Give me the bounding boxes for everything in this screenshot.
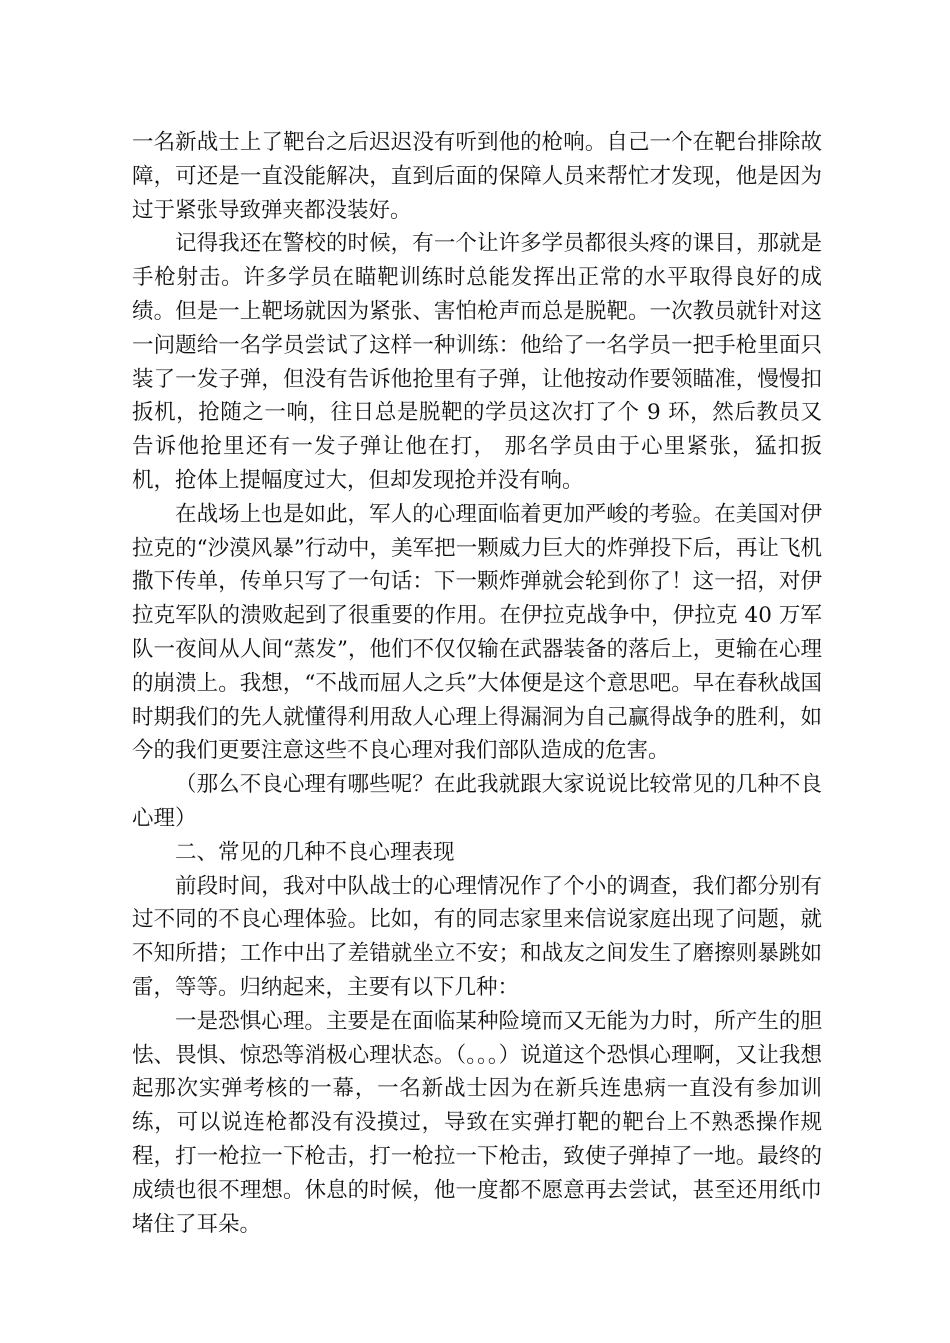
section-heading: 二、常见的几种不良心理表现 (175, 839, 455, 865)
paragraph-4: （那么不良心理有哪些呢？在此我就跟大家说说比较常见的几种不良心理） (132, 772, 822, 831)
paragraph-5: 前段时间，我对中队战士的心理情况作了个小的调查，我们都分别有过不同的不良心理体验。比如，有的同志家里来信说家庭出现了问题，就不知所措；工作中出了差错就坐立不安；和战友之间发生了磨擦则暴跳如雷，等等。归纳起来，主要有以下几种： (132, 873, 822, 1000)
paragraph-1: 一名新战士上了靶台之后迟迟没有听到他的枪响。自己一个在靶台排除故障，可还是一直没能解决，直到后面的保障人员来帮忙才发现，他是因为过于紧张导致弹夹都没装好。 (132, 130, 822, 223)
paragraph-6: 一是恐惧心理。主要是在面临某种险境而又无能为力时，所产生的胆怯、畏惧、惊恐等消极心理状态。（。。。）说道这个恐惧心理啊，又让我想起那次实弹考核的一幕，一名新战士因为在新兵连患病一直没有参加训练，可以说连枪都没有没摸过，导致在实弹打靶的靶台上不熟悉操作规程，打一枪拉一下枪击，打一枪拉一下枪击，致使子弹掉了一地。最终的成绩也很不理想。休息的时候，他一度都不愿意再去尝试，甚至还用纸巾堵住了耳朵。 (132, 1008, 822, 1237)
document-body (132, 126, 822, 1241)
paragraph-2: 记得我还在警校的时候，有一个让许多学员都很头疼的课目，那就是手枪射击。许多学员在瞄靶训练时总能发挥出正常的水平取得良好的成绩。但是一上靶场就因为紧张、害怕枪声而总是脱靶。一次教员就针对这一问题给一名学员尝试了这样一种训练：他给了一名学员一把手枪里面只装了一发子弹，但没有告诉他抢里有子弹，让他按动作要领瞄准，慢慢扣扳机，抢随之一响，往日总是脱靶的学员这次打了个 9 环，然后教员又告诉他抢里还有一发子弹让他在打， 那名学员由于心里紧张，猛扣扳机，抢体上提幅度过大，但却发现抢并没有响。 (132, 231, 822, 493)
paragraph-3: 在战场上也是如此，军人的心理面临着更加严峻的考验。在美国对伊拉克的“沙漠风暴”行动中，美军把一颗威力巨大的炸弹投下后，再让飞机撒下传单，传单只写了一句话：下一颗炸弹就会轮到你了！这一招，对伊拉克军队的溃败起到了很重要的作用。在伊拉克战争中，伊拉克 40 万军队一夜间从人间“蒸发”，他们不仅仅输在武器装备的落后上，更输在心理的崩溃上。我想，“不战而屈人之兵”大体便是这个意思吧。早在春秋战国时期我们的先人就懂得利用敌人心理上得漏洞为自己赢得战争的胜利，如今的我们更要注意这些不良心理对我们部队造成的危害。 (132, 501, 822, 764)
